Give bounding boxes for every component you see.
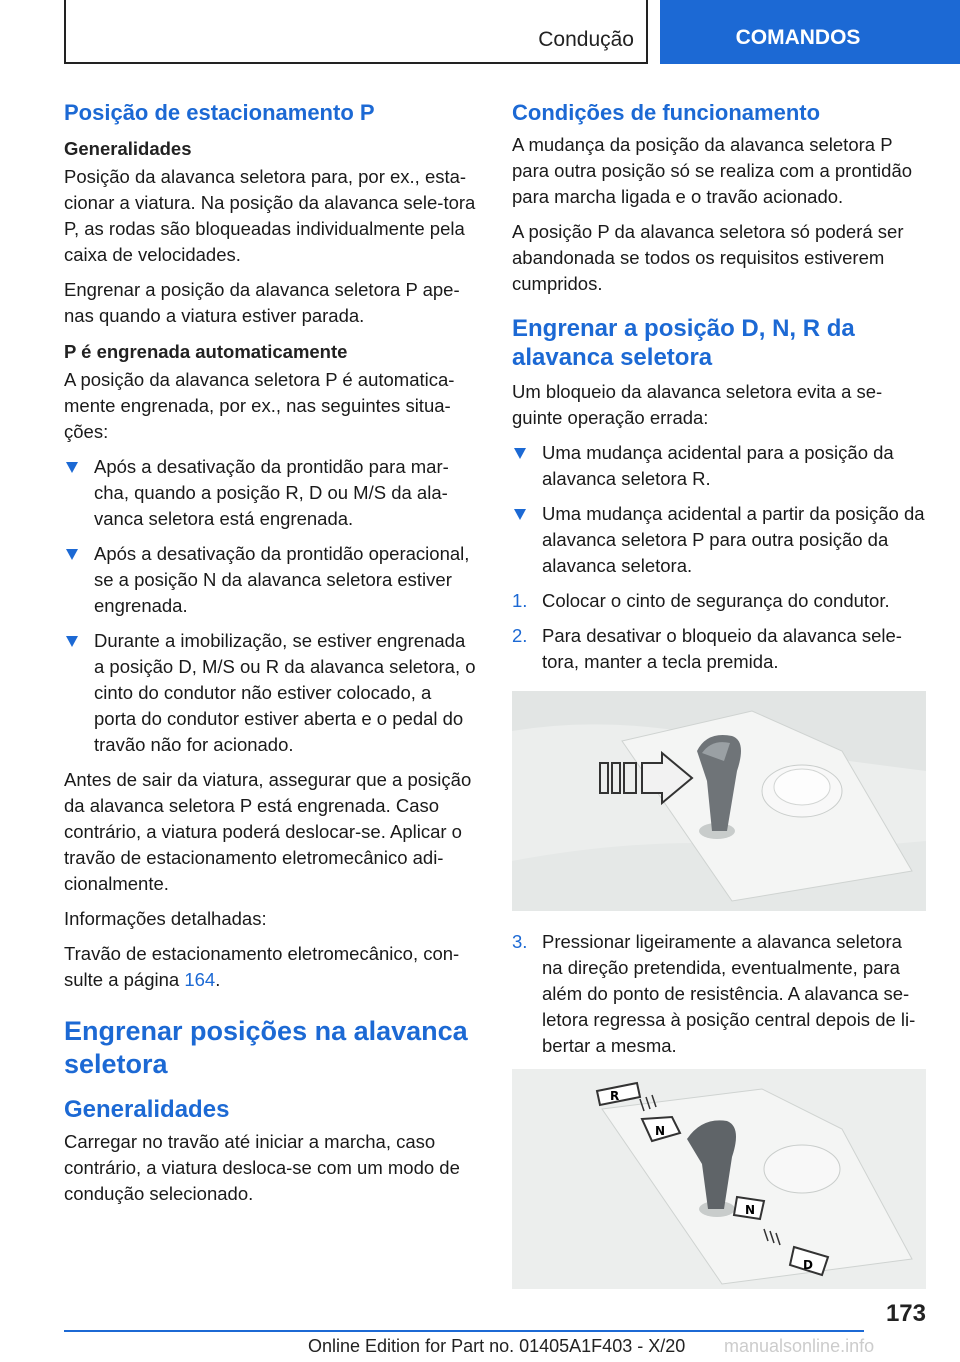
heading-engage-dnr: Engrenar a posição D, N, R da alavanca seletora bbox=[512, 315, 855, 372]
step-item: 2. Para desativar o bloqueio da alavanca sele-tora, manter a tecla premida. bbox=[512, 624, 902, 672]
list-item: Após a desativação da prontidão para mar-cha, quando a posição R, D ou M/S da ala-vanca seletora está engrenada. bbox=[64, 454, 478, 532]
list-item: Durante a imobilização, se estiver engrenada a posição D, M/S ou R da alavanca seletora, o cinto do condutor não estiver colocado, a porta do condutor estiver aberta e o pedal do travão não for acionado. bbox=[64, 628, 478, 758]
paragraph: Antes de sair da viatura, assegurar que a posição da alavanca seletora P está engrenada. Caso contrário, a viatura poderá deslocar-se. Aplicar o travão de estacionamento eletromecânico adi-cionalmente. bbox=[64, 769, 472, 895]
header-section-title: Condução bbox=[538, 28, 634, 51]
subheading-general: Generalidades bbox=[64, 138, 192, 160]
triangle-bullet-icon bbox=[66, 462, 78, 473]
paragraph: A mudança da posição da alavanca seletora P para outra posição só se realiza com a prontidão para marcha ligada e o travão acionado. bbox=[512, 134, 913, 208]
step-list bbox=[512, 588, 926, 675]
heading-park-position: Posição de estacionamento P bbox=[64, 100, 375, 125]
gear-label-r: R bbox=[610, 1088, 620, 1103]
left-column bbox=[64, 100, 478, 1216]
gear-positions-illustration bbox=[512, 1069, 926, 1289]
triangle-bullet-icon bbox=[514, 448, 526, 459]
bullet-list bbox=[512, 440, 926, 579]
step-list bbox=[512, 929, 926, 1059]
triangle-bullet-icon bbox=[66, 549, 78, 560]
paragraph: Engrenar a posição da alavanca seletora P ape-nas quando a viatura estiver parada. bbox=[64, 279, 460, 327]
page-number: 173 bbox=[885, 1300, 926, 1327]
step-item: 1. Colocar o cinto de segurança do condutor. bbox=[512, 589, 890, 611]
footer-edition: Online Edition for Part no. 01405A1F403 - X/20 bbox=[308, 1336, 686, 1356]
footer-rule bbox=[64, 1330, 864, 1332]
paragraph: A posição da alavanca seletora P é automatica-mente engrenada, por ex., nas seguintes situa-ções: bbox=[64, 369, 455, 443]
watermark-logo: manualsonline.info bbox=[724, 1336, 875, 1356]
heading-engage-positions: Engrenar posições na alavanca seletora bbox=[64, 1016, 468, 1079]
step-item: 3. Pressionar ligeiramente a alavanca seletora na direção pretendida, eventualmente, para além do ponto de resistência. A alavanca se-letora regressa à posição central depois de li-bertar a mesma. bbox=[512, 930, 916, 1056]
bullet-list bbox=[64, 454, 478, 758]
heading-operating-conditions: Condições de funcionamento bbox=[512, 100, 821, 125]
triangle-bullet-icon bbox=[514, 509, 526, 520]
gear-lever-illustration-svg bbox=[512, 691, 926, 911]
paragraph: Um bloqueio da alavanca seletora evita a se-guinte operação errada: bbox=[512, 380, 883, 428]
right-column bbox=[512, 100, 926, 1307]
paragraph: Carregar no travão até iniciar a marcha, caso contrário, a viatura desloca-se com um modo de condução selecionado. bbox=[64, 1130, 460, 1204]
triangle-bullet-icon bbox=[66, 636, 78, 647]
gear-label-d: D bbox=[803, 1257, 813, 1272]
list-item: Após a desativação da prontidão operacional, se a posição N da alavanca seletora estiver engrenada. bbox=[64, 541, 478, 619]
paragraph: Informações detalhadas: bbox=[64, 908, 267, 930]
paragraph: Posição da alavanca seletora para, por ex., esta-cionar a viatura. Na posição da alavanca sele-tora P, as rodas são bloqueadas individualmente pela caixa de velocidades. bbox=[64, 166, 476, 266]
heading-general: Generalidades bbox=[64, 1096, 230, 1124]
gear-positions-svg bbox=[512, 1069, 926, 1289]
paragraph-page-reference: Travão de estacionamento eletromecânico, con-sulte a página 164. bbox=[64, 943, 460, 991]
gear-selector-button-illustration bbox=[512, 691, 926, 911]
gear-label-n-upper: N bbox=[655, 1123, 666, 1138]
gear-label-n-lower: N bbox=[745, 1202, 756, 1217]
list-item: Uma mudança acidental a partir da posição da alavanca seletora P para outra posição da alavanca seletora. bbox=[512, 501, 926, 579]
page-link[interactable]: 164 bbox=[184, 969, 216, 991]
subheading-auto-p: P é engrenada automaticamente bbox=[64, 341, 348, 363]
paragraph: A posição P da alavanca seletora só poderá ser abandonada se todos os requisitos estiverem cumpridos. bbox=[512, 221, 904, 295]
header-chapter-tab: COMANDOS bbox=[660, 0, 960, 64]
list-item: Uma mudança acidental para a posição da alavanca seletora R. bbox=[512, 440, 926, 492]
